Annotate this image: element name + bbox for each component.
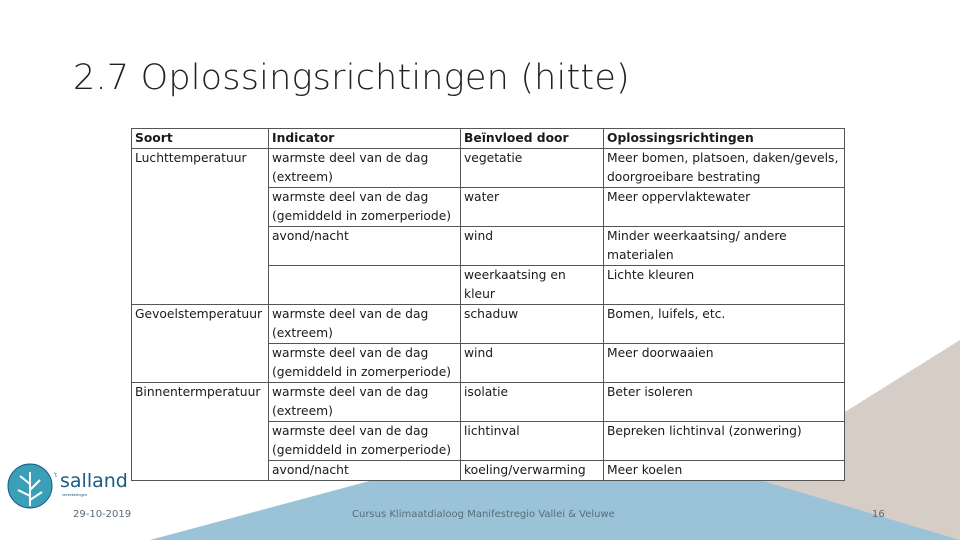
oplossing-cell [604,461,845,481]
indicator-cell-line: warmste deel van de dag [272,190,429,204]
oplossing-cell-line: Meer bomen, platsoen, daken/gevels, [607,151,839,165]
table-row [132,305,845,344]
indicator-cell-line: warmste deel van de dag [272,424,429,438]
invloed-cell-line: wind [464,346,494,360]
indicator-cell [269,227,461,266]
indicator-cell-line: warmste deel van de dag [272,151,429,165]
indicator-cell [269,422,461,461]
table-row [132,149,845,188]
header-indicator: Indicator [269,129,461,149]
soort-cell: Binnentermperatuur [132,383,269,481]
footer-date: 29-10-2019 [73,509,132,520]
footer-course: Cursus Klimaatdialoog Manifestregio Vallei & Veluwe [352,509,615,520]
oplossing-cell [604,266,845,305]
indicator-cell [269,266,461,305]
indicator-cell-line: warmste deel van de dag [272,346,429,360]
indicator-cell-line: (gemiddeld in zomerperiode) [272,443,452,457]
header-oplossing: Oplossingsrichtingen [604,129,845,149]
invloed-cell-line: schaduw [464,307,519,321]
indicator-cell [269,383,461,422]
header-invloed: Beïnvloed door [461,129,604,149]
slide-title: 2.7 Oplossingsrichtingen (hitte) [73,58,630,98]
invloed-cell [461,149,604,188]
oplossing-cell [604,188,845,227]
indicator-cell [269,305,461,344]
oplossing-cell-line: Bepreken lichtinval (zonwering) [607,424,802,438]
indicator-cell-line: (gemiddeld in zomerperiode) [272,209,452,223]
table-row [132,383,845,422]
soort-cell: Luchttemperatuur [132,149,269,305]
indicator-cell-line: (extreem) [272,326,333,340]
table-header-row [132,129,845,149]
oplossing-cell-line: materialen [607,248,674,262]
indicator-cell-line: avond/nacht [272,229,349,243]
soort-cell: Gevoelstemperatuur [132,305,269,383]
invloed-cell [461,461,604,481]
oplossing-cell [604,227,845,266]
solutions-table [131,128,845,481]
header-soort: Soort [132,129,269,149]
oplossing-cell-line: Bomen, luifels, etc. [607,307,726,321]
invloed-cell-line: vegetatie [464,151,523,165]
indicator-cell [269,344,461,383]
invloed-cell [461,266,604,305]
invloed-cell-line: weerkaatsing en kleur [464,268,566,301]
oplossing-cell-line: Beter isoleren [607,385,693,399]
oplossing-cell [604,422,845,461]
oplossing-cell [604,344,845,383]
oplossing-cell [604,149,845,188]
invloed-cell-line: koeling/verwarming [464,463,586,477]
oplossing-cell-line: Meer oppervlaktewater [607,190,751,204]
invloed-cell-line: water [464,190,500,204]
oplossing-cell-line: Minder weerkaatsing/ andere [607,229,787,243]
footer-page-number: 16 [872,509,885,520]
invloed-cell-line: isolatie [464,385,509,399]
logo-tagline: verzekeringen [62,492,88,497]
indicator-cell-line: warmste deel van de dag [272,385,429,399]
invloed-cell-line: lichtinval [464,424,520,438]
indicator-cell [269,188,461,227]
invloed-cell [461,305,604,344]
indicator-cell [269,149,461,188]
indicator-cell-line: warmste deel van de dag [272,307,429,321]
oplossing-cell-line: Meer doorwaaien [607,346,714,360]
logo-name: salland [60,470,128,492]
indicator-cell-line: (extreem) [272,170,333,184]
invloed-cell [461,383,604,422]
oplossing-cell-line: Lichte kleuren [607,268,695,282]
invloed-cell [461,422,604,461]
oplossing-cell [604,383,845,422]
oplossing-cell [604,305,845,344]
indicator-cell-line: avond/nacht [272,463,349,477]
invloed-cell [461,344,604,383]
indicator-cell-line: (gemiddeld in zomerperiode) [272,365,452,379]
oplossing-cell-line: doorgroeibare bestrating [607,170,761,184]
oplossing-cell-line: Meer koelen [607,463,683,477]
indicator-cell-line: (extreem) [272,404,333,418]
logo-prefix: 't [54,473,57,479]
invloed-cell [461,227,604,266]
invloed-cell [461,188,604,227]
indicator-cell [269,461,461,481]
invloed-cell-line: wind [464,229,494,243]
